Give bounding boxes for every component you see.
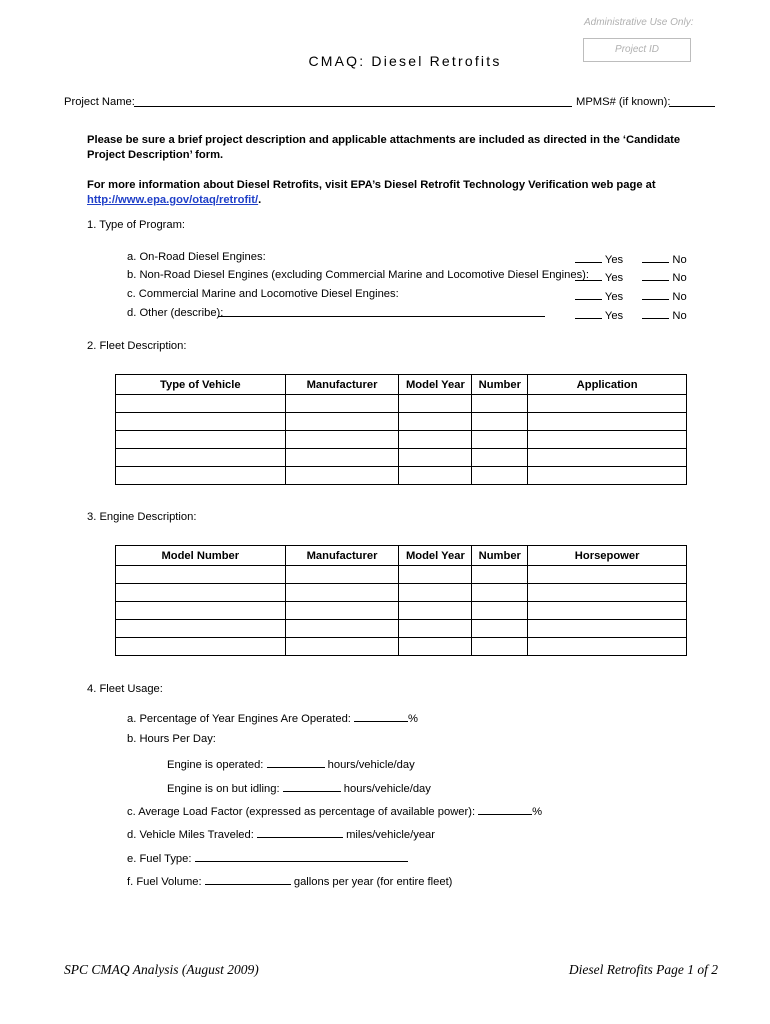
table-cell[interactable] <box>116 467 286 485</box>
table-cell[interactable] <box>399 395 472 413</box>
table-cell[interactable] <box>472 638 528 656</box>
table-cell[interactable] <box>116 413 286 431</box>
column-header: Number <box>472 375 528 395</box>
no-label: No <box>672 254 687 266</box>
page-title: CMAQ: Diesel Retrofits <box>308 53 502 69</box>
table-cell[interactable] <box>528 467 687 485</box>
table-cell[interactable] <box>285 584 399 602</box>
table-cell[interactable] <box>472 413 528 431</box>
mpms-label: MPMS# (if known): <box>576 96 671 108</box>
column-header: Model Year <box>399 546 472 566</box>
column-header: Application <box>528 375 687 395</box>
project-id-field[interactable]: Project ID <box>583 38 691 62</box>
table-cell[interactable] <box>285 395 399 413</box>
yes-checkbox-onroad[interactable] <box>575 251 602 263</box>
yes-no-row-2 <box>575 269 687 284</box>
vmt-unit: miles/vehicle/year <box>346 829 435 841</box>
no-checkbox-onroad[interactable] <box>642 251 669 263</box>
table-row <box>116 584 687 602</box>
table-cell[interactable] <box>528 602 687 620</box>
table-header-row <box>116 375 687 395</box>
table-cell[interactable] <box>528 449 687 467</box>
usage-percent-row <box>127 710 418 725</box>
table-row <box>116 566 687 584</box>
table-row <box>116 395 687 413</box>
table-cell[interactable] <box>528 413 687 431</box>
other-describe-input[interactable] <box>218 305 545 317</box>
load-factor-input[interactable] <box>478 803 532 815</box>
project-name-input[interactable] <box>134 95 572 107</box>
percent-unit: % <box>408 713 418 725</box>
table-cell[interactable] <box>116 449 286 467</box>
table-cell[interactable] <box>472 602 528 620</box>
table-cell[interactable] <box>285 602 399 620</box>
column-header: Number <box>472 546 528 566</box>
table-header-row <box>116 546 687 566</box>
table-cell[interactable] <box>399 467 472 485</box>
epa-retrofit-link[interactable]: http://www.epa.gov/otaq/retrofit/ <box>87 194 259 206</box>
vmt-input[interactable] <box>257 826 343 838</box>
no-checkbox-other[interactable] <box>642 307 669 319</box>
table-row <box>116 638 687 656</box>
program-item-nonroad: b. Non-Road Diesel Engines (excluding Commercial Marine and Locomotive Diesel Engines): <box>127 269 590 281</box>
program-item-onroad: a. On-Road Diesel Engines: <box>127 251 266 263</box>
yes-label: Yes <box>604 254 624 266</box>
table-cell[interactable] <box>399 620 472 638</box>
table-cell[interactable] <box>472 449 528 467</box>
project-name-label: Project Name: <box>64 96 135 108</box>
yes-label: Yes <box>604 291 624 303</box>
table-cell[interactable] <box>472 566 528 584</box>
table-cell[interactable] <box>285 431 399 449</box>
no-checkbox-nonroad[interactable] <box>642 269 669 281</box>
engine-operated-row <box>167 756 415 771</box>
yes-no-row-4 <box>575 307 687 322</box>
info-note <box>87 178 717 208</box>
fuel-type-input[interactable] <box>195 850 408 862</box>
table-cell[interactable] <box>116 584 286 602</box>
table-cell[interactable] <box>285 413 399 431</box>
no-label: No <box>672 310 687 322</box>
table-cell[interactable] <box>285 638 399 656</box>
table-cell[interactable] <box>472 584 528 602</box>
usage-percent-input[interactable] <box>354 710 408 722</box>
table-row <box>116 413 687 431</box>
engine-operated-input[interactable] <box>267 756 325 768</box>
table-cell[interactable] <box>285 620 399 638</box>
yes-label: Yes <box>604 272 624 284</box>
column-header: Type of Vehicle <box>116 375 286 395</box>
table-cell[interactable] <box>528 395 687 413</box>
yes-checkbox-nonroad[interactable] <box>575 269 602 281</box>
table-cell[interactable] <box>472 467 528 485</box>
table-cell[interactable] <box>399 413 472 431</box>
program-item-marine: c. Commercial Marine and Locomotive Diesel Engines: <box>127 288 399 300</box>
fuel-volume-input[interactable] <box>205 873 291 885</box>
section-4-heading: 4. Fleet Usage: <box>87 683 163 695</box>
column-header: Manufacturer <box>285 375 399 395</box>
table-cell[interactable] <box>116 566 286 584</box>
table-cell[interactable] <box>472 431 528 449</box>
table-cell[interactable] <box>399 584 472 602</box>
column-header: Manufacturer <box>285 546 399 566</box>
column-header: Model Year <box>399 375 472 395</box>
table-cell[interactable] <box>116 638 286 656</box>
admin-use-label: Administrative Use Only: <box>584 17 694 28</box>
yes-no-row-1 <box>575 251 687 266</box>
table-cell[interactable] <box>285 566 399 584</box>
engine-operated-label: Engine is operated: <box>167 759 264 771</box>
engine-idling-input[interactable] <box>283 780 341 792</box>
engine-idling-row <box>167 780 431 795</box>
yes-checkbox-marine[interactable] <box>575 288 602 300</box>
table-cell[interactable] <box>116 602 286 620</box>
vmt-label: d. Vehicle Miles Traveled: <box>127 829 254 841</box>
column-header: Horsepower <box>528 546 687 566</box>
table-cell[interactable] <box>285 467 399 485</box>
table-row <box>116 449 687 467</box>
engine-idling-unit: hours/vehicle/day <box>343 783 431 795</box>
engine-idling-label: Engine is on but idling: <box>167 783 280 795</box>
yes-label: Yes <box>604 310 624 322</box>
table-cell[interactable] <box>285 449 399 467</box>
yes-no-row-3 <box>575 288 687 303</box>
section-2-heading: 2. Fleet Description: <box>87 340 187 352</box>
fleet-description-table <box>115 374 687 485</box>
fuel-type-row <box>127 850 408 865</box>
load-factor-label: c. Average Load Factor (expressed as percentage of available power): <box>127 806 476 818</box>
info-note-text: For more information about Diesel Retrofits, visit EPA’s Diesel Retrofit Technology Verification web page at <box>87 179 656 191</box>
mpms-input[interactable] <box>669 95 715 107</box>
info-note-end: . <box>258 194 262 206</box>
attachment-note: Please be sure a brief project description and applicable attachments are included as directed in the ‘Candidate Project Description’ form. <box>87 134 681 161</box>
table-row <box>116 467 687 485</box>
hours-per-day-label: b. Hours Per Day: <box>127 733 216 745</box>
yes-checkbox-other[interactable] <box>575 307 602 319</box>
usage-percent-label: a. Percentage of Year Engines Are Operated: <box>127 713 351 725</box>
table-cell[interactable] <box>116 431 286 449</box>
table-cell[interactable] <box>528 566 687 584</box>
table-cell[interactable] <box>472 395 528 413</box>
table-cell[interactable] <box>399 566 472 584</box>
load-factor-unit: % <box>532 806 543 818</box>
no-label: No <box>672 272 687 284</box>
table-row <box>116 431 687 449</box>
table-cell[interactable] <box>528 620 687 638</box>
fuel-volume-label: f. Fuel Volume: <box>127 876 202 888</box>
table-cell[interactable] <box>472 620 528 638</box>
footer-right: Diesel Retrofits Page 1 of 2 <box>568 962 718 977</box>
load-factor-row <box>127 803 542 818</box>
table-cell[interactable] <box>399 638 472 656</box>
section-1-heading: 1. Type of Program: <box>87 219 186 231</box>
fuel-type-label: e. Fuel Type: <box>127 853 192 865</box>
no-checkbox-marine[interactable] <box>642 288 669 300</box>
fuel-volume-row <box>127 873 452 888</box>
fuel-volume-unit: gallons per year (for entire fleet) <box>293 876 453 888</box>
table-cell[interactable] <box>528 638 687 656</box>
program-item-other: d. Other (describe): <box>127 307 224 319</box>
table-cell[interactable] <box>528 584 687 602</box>
table-cell[interactable] <box>116 395 286 413</box>
no-label: No <box>672 291 687 303</box>
table-cell[interactable] <box>116 620 286 638</box>
column-header: Model Number <box>116 546 286 566</box>
table-row <box>116 602 687 620</box>
table-cell[interactable] <box>399 449 472 467</box>
table-row <box>116 620 687 638</box>
engine-operated-unit: hours/vehicle/day <box>327 759 415 771</box>
vmt-row <box>127 826 435 841</box>
section-3-heading: 3. Engine Description: <box>87 511 197 523</box>
table-cell[interactable] <box>399 431 472 449</box>
footer-left: SPC CMAQ Analysis (August 2009) <box>64 962 259 977</box>
table-cell[interactable] <box>528 431 687 449</box>
table-cell[interactable] <box>399 602 472 620</box>
engine-description-table <box>115 545 687 656</box>
